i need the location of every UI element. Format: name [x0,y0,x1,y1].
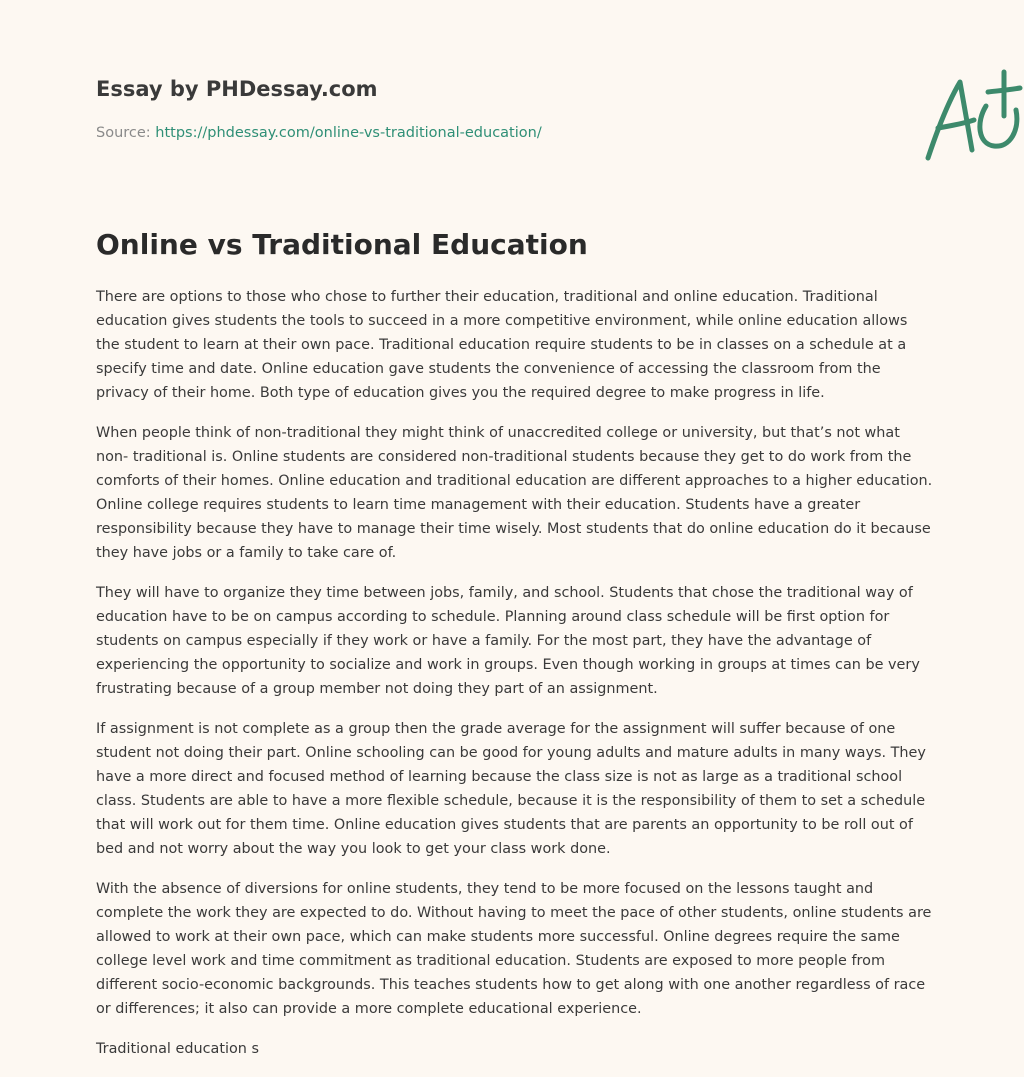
source-line [96,125,542,141]
essay-paragraph: They will have to organize they time between jobs, family, and school. Students that chose the traditional way of education have to be on campus according to schedule. Planning around class schedule will be first option for students on campus especially if they work or have a family. For the most part, they have the advantage of experiencing the opportunity to socialize and work in groups. Even though working in groups at times can be very frustrating because of a group member not doing they part of an assignment. [96,585,920,697]
brand-title: Essay by PHDessay.com [96,77,378,101]
essay-paragraph: If assignment is not complete as a group then the grade average for the assignment will suffer because of one student not doing their part. Online schooling can be good for young adults and mature adults in many ways. They have a more direct and focused method of learning because the class size is not as large as a traditional school class. Students are able to have a more flexible schedule, because it is the responsibility of them to set a schedule that will work out for them time. Online education gives students that are parents an opportunity to be roll out of bed and not worry about the way you look to get your class work done. [96,721,926,857]
essay-body [96,285,934,1077]
source-link[interactable]: https://phdessay.com/online-vs-traditional-education/ [155,125,542,141]
essay-paragraph: With the absence of diversions for online students, they tend to be more focused on the lessons taught and complete the work they are expected to do. Without having to meet the pace of other students, online students are allowed to work at their own pace, which can make students more successful. Online degrees require the same college level work and time commitment as traditional education. Students are exposed to more people from different socio-economic backgrounds. This teaches students how to get along with one another regardless of race or differences; it also can provide a more complete educational experience. [96,881,932,1017]
essay-title: Online vs Traditional Education [96,228,588,261]
essay-paragraph: There are options to those who chose to further their education, traditional and online education. Traditional education gives students the tools to succeed in a more competitive environment, while online education allows the student to learn at their own pace. Traditional education require students to be in classes on a schedule at a specify time and date. Online education gave students the convenience of accessing the classroom from the privacy of their home. Both type of education gives you the required degree to make progress in life. [96,289,908,401]
essay-paragraph: Traditional education s [96,1041,259,1057]
source-label: Source: [96,125,156,141]
essay-paragraph: When people think of non-traditional they might think of unaccredited college or university, but that’s not what non- traditional is. Online students are considered non-traditional students because they get to do work from the comforts of their homes. Online education and traditional education are different approaches to a higher education. Online college requires students to learn time management with their education. Students have a greater responsibility because they have to manage their time wisely. Most students that do online education do it because they have jobs or a family to take care of. [96,425,933,561]
a-plus-logo-icon [916,66,1024,166]
